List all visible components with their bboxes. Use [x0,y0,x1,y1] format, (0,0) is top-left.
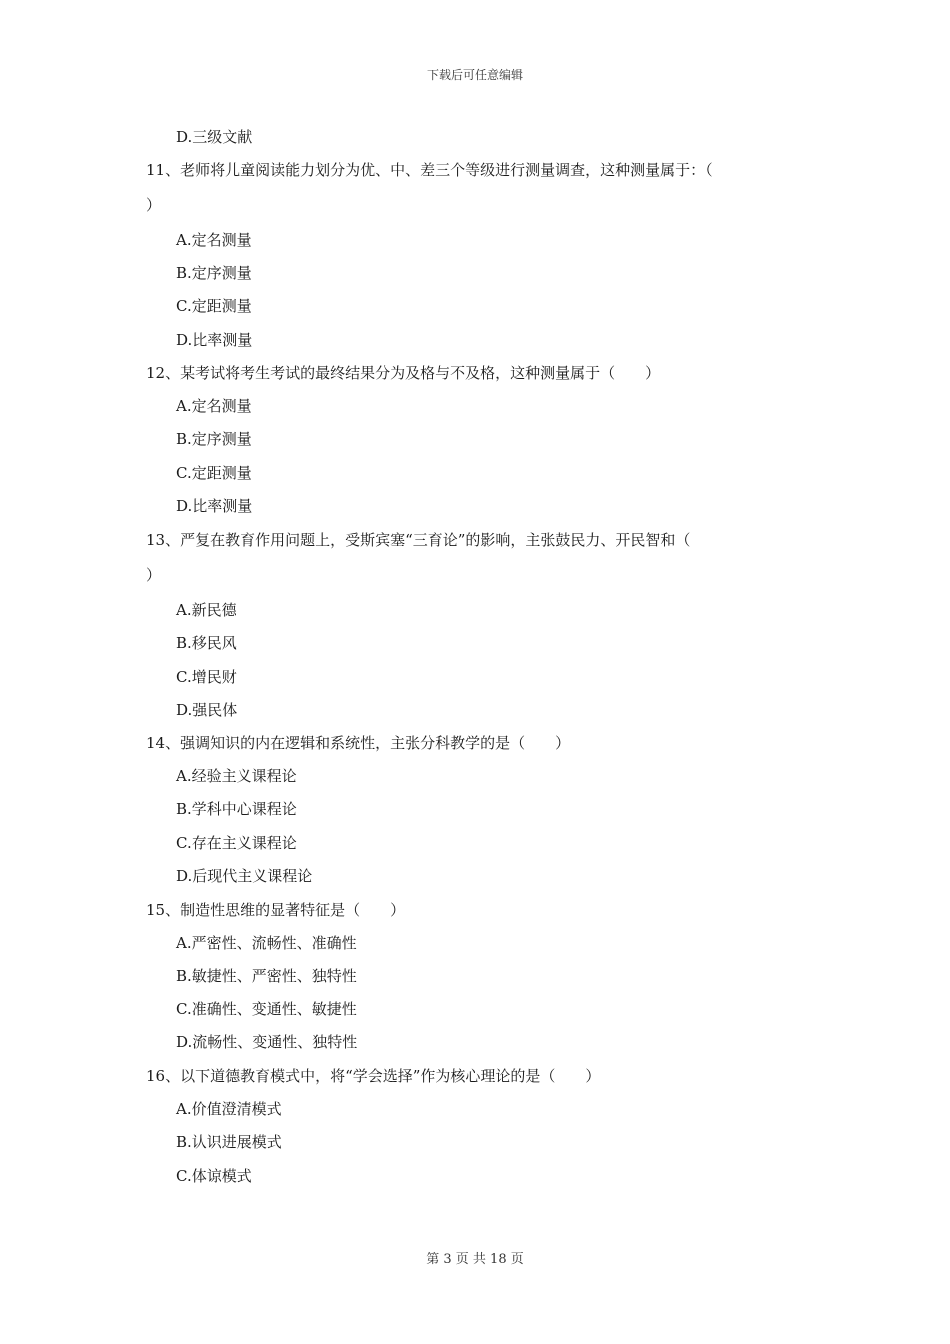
option-15-a: A.严密性、流畅性、准确性 [176,934,357,952]
option-14-d: D.后现代主义课程论 [176,867,313,885]
option-14-a: A.经验主义课程论 [176,767,297,785]
option-10-d: D.三级文献 [176,128,253,146]
option-16-b: B.认识进展模式 [176,1133,282,1151]
question-15: 15、制造性思维的显著特征是（ ） [146,901,406,919]
question-11: 11、老师将儿童阅读能力划分为优、中、差三个等级进行测量调查，这种测量属于：（ [146,161,713,179]
question-16: 16、以下道德教育模式中，将“学会选择”作为核心理论的是（ ） [146,1067,601,1085]
question-12: 12、某考试将考生考试的最终结果分为及格与不及格，这种测量属于（ ） [146,364,661,382]
option-11-d: D.比率测量 [176,331,253,349]
option-14-b: B.学科中心课程论 [176,800,297,818]
question-13: 13、严复在教育作用问题上，受斯宾塞“三育论”的影响，主张鼓民力、开民智和（ [146,531,691,549]
option-12-d: D.比率测量 [176,497,253,515]
option-11-b: B.定序测量 [176,264,252,282]
option-16-a: A.价值澄清模式 [176,1100,282,1118]
option-14-c: C.存在主义课程论 [176,834,297,852]
option-13-d: D.强民体 [176,701,238,719]
question-11-continuation: ） [146,196,162,214]
option-12-a: A.定名测量 [176,397,252,415]
option-12-b: B.定序测量 [176,430,252,448]
option-12-c: C.定距测量 [176,464,252,482]
option-11-c: C.定距测量 [176,297,252,315]
page-footer: 第 3 页 共 18 页 [426,1252,524,1267]
page-header: 下载后可任意编辑 [426,68,523,82]
question-14: 14、强调知识的内在逻辑和系统性，主张分科教学的是（ ） [146,734,571,752]
option-15-c: C.准确性、变通性、敏捷性 [176,1000,357,1018]
option-15-d: D.流畅性、变通性、独特性 [176,1033,358,1051]
option-13-b: B.移民风 [176,634,237,652]
option-11-a: A.定名测量 [176,231,252,249]
option-13-a: A.新民德 [176,601,237,619]
option-15-b: B.敏捷性、严密性、独特性 [176,967,357,985]
option-13-c: C.增民财 [176,668,237,686]
question-13-continuation: ） [146,566,162,584]
option-16-c: C.体谅模式 [176,1167,252,1185]
